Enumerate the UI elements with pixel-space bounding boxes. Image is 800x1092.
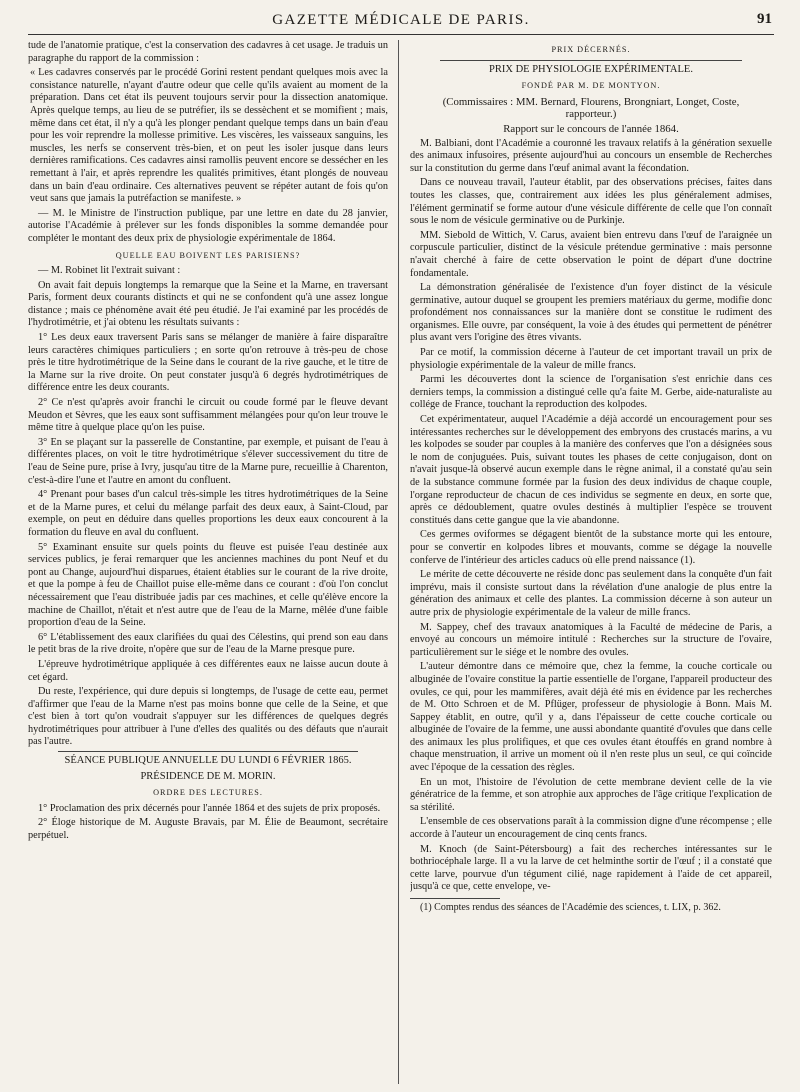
paragraph: — M. le Ministre de l'instruction publique, par une lettre en date du 28 janvier, autorise l'Académie à prélever sur les fonds disponibles la somme demandée pour compléter le montant des deux prix de physiologie expérimentale de 1864. [28, 207, 388, 244]
paragraph: 1° Les deux eaux traversent Paris sans se mélanger de manière à faire disparaître leurs caractères chimiques particuliers ; en sorte qu'on retrouve à très-peu de chose près le titre hydrotimétrique de la Seine dans le courant de la rive gauche, et le titre de la Marne sur la rive droite. On peut constater jusqu'à 6 degrés hydrotimétriques de différence entre les deux courants. [28, 332, 388, 394]
prix-heading: PRIX DÉCERNÉS. [551, 45, 631, 54]
paragraph: Ces germes oviformes se dégagent bientôt de la substance morte qui les entoure, pour se convertir en kolpodes libres et mouvants, comme se dégage la nouvelle conferve de l'intérieur des articles caducs où elle prend naissance (1). [410, 529, 772, 566]
paragraph: Du reste, l'expérience, qui dure depuis si longtemps, de l'usage de cette eau, permet d'affirmer que l'eau de la Marne n'est pas moins bonne que celle de la Seine, et que c'est bien à tort qu'on voudrait s'appuyer sur les différences de quelques degrés hydrotimétriques pour attribuer à l'une d'elles des qualités ou des défauts que n'aurait pas l'autre. [28, 686, 388, 748]
paragraph: Par ce motif, la commission décerne à l'auteur de cet important travail un prix de physiologie expérimentale de la valeur de mille francs. [410, 347, 772, 371]
paragraph: 4° Prenant pour bases d'un calcul très-simple les titres hydrotimétriques de la Seine et de la Marne pures, et celui du mélange parfait des deux eaux, à Saint-Cloud, par exemple, on peut en déduire dans quelles proportions les deux eaux concourent à la formation du fleuve en aval du confluent. [28, 489, 388, 538]
paragraph: 2° Ce n'est qu'après avoir franchi le circuit ou coude formé par le fleuve devant Meudon et Sèvres, que les eaux sont suffisamment mélangées pour qu'on leur trouve le même titre à quelque place qu'on les puise. [28, 397, 388, 434]
paragraph: Parmi les découvertes dont la science de l'organisation s'est enrichie dans ces derniers temps, la commission a distingué celle qu'a faite M. Gerbe, aide-naturaliste au collége de France, touchant la reproduction des kolpodes. [410, 374, 772, 411]
seance-heading: SÉANCE PUBLIQUE ANNUELLE DU LUNDI 6 FÉVRIER 1865. [64, 755, 352, 767]
fonde-line: FONDÉ PAR M. DE MONTYON. [521, 81, 661, 91]
paragraph: Le mérite de cette découverte ne réside donc pas seulement dans la conquête d'un fait imprévu, mais il consiste surtout dans la révélation d'une analogie de plus entre la génération des animaux et celle des plantes. La commission décerne à son auteur un autre prix de physiologie expérimentale de la valeur de mille francs. [410, 569, 772, 618]
right-column [410, 40, 772, 1086]
paragraph: M. Sappey, chef des travaux anatomiques à la Faculté de médecine de Paris, a envoyé au concours un mémoire intitulé : Recherches sur la structure de l'ovaire, particulièrement sur le siége et le nombre des ovules. [410, 621, 772, 658]
list-item: 1° Proclamation des prix décernés pour l'année 1864 et des sujets de prix proposés. [38, 802, 381, 814]
paragraph: 3° En se plaçant sur la passerelle de Constantine, par exemple, et puisant de l'eau à différentes places, on voit le titre hydrotimétrique s'élever successivement du titre de l'eau de Seine pure, prise à Ivry, jusqu'au titre de la Marne pure, recueillie à Charenton, c'est-à-dire l'une et l'autre en amont du confluent. [28, 436, 388, 486]
paragraph: tude de l'anatomie pratique, c'est la conservation des cadavres à cet usage. Je traduis un paragraphe du rapport de la commission : [28, 40, 388, 64]
quotation: « Les cadavres conservés par le procédé Gorini restent pendant quelques mois avec la consistance naturelle, n'ayant d'autre odeur que celle qu'ils avaient au moment de la préparation. Dans cet état ils peuvent toujours servir pour la dissection anatomique. Après quelque temps, au lieu de se putréfier, ils se dessèchent et se momifient ; mais, même dans cet état, il n'y a qu'à les plonger pendant quelque temps dans un bain d'eau pour les voir reprendre la mollesse primitive. Les viscères, les vaisseaux sanguins, les muscles, les nerfs se conservent très-bien, et on peut les isoler jusque dans leurs dernières ramifications. Ces cadavres ainsi ramollis peuvent encore se dessécher en les remettant à l'air, et après reprendre les qualités primitives, étant plongés de nouveau dans un bain d'eau ordinaire. Ces alternatives peuvent se répéter autant de fois qu'on veut sans que jamais la putréfaction se manifeste. » [30, 67, 388, 205]
divider [58, 751, 358, 752]
footnote: (1) Comptes rendus des séances de l'Académie des sciences, t. LIX, p. 362. [420, 902, 721, 913]
paragraph: L'auteur démontre dans ce mémoire que, chez la femme, la couche corticale ou albuginée de l'ovaire constitue la partie essentielle de l'organe, l'appareil producteur des ovules, ce qui, pour les mammifères, avait déjà été mis en évidence par les recherches de M. Otto Schroen et de M. Pflüger, professeur de physiologie à Bonn. Mais M. Sappey établit, en outre, qu'il y a, dans l'épaisseur de cette couche corticale ou albuginée de l'ovaire de la femme, une aussi abondante quantité d'ovules que dans celle des animaux les plus prolifiques, et que ces ovules étant étouffés en grand nombre à chaque menstruation, il arrive un moment où il n'en reste plus un seul, ce qui coïncide avec l'époque de la cessation des règles. [410, 661, 772, 774]
paragraph: Dans ce nouveau travail, l'auteur établit, par des observations précises, faites dans toutes les classes, que, contrairement aux idées les plus généralement admises, l'élément germinatif se forme autour d'une vésicule différente de celle que l'on connaît sous le nom de vésicule germinative ou de Purkinje. [410, 177, 772, 227]
section-heading: QUELLE EAU BOIVENT LES PARISIENS? [115, 250, 301, 260]
column-divider [398, 40, 399, 1084]
presidence-heading: PRÉSIDENCE DE M. MORIN. [140, 770, 276, 782]
paragraph: — M. Robinet lit l'extrait suivant : [38, 265, 181, 277]
prix-title: PRIX DE PHYSIOLOGIE EXPÉRIMENTALE. [489, 63, 693, 75]
paragraph: Cet expérimentateur, auquel l'Académie a déjà accordé un encouragement pour ses intéressantes recherches sur le développement des embryons des crustacés marins, a vu les kolpodes se souder par couples à la manière des conferves que l'on a désignées sous le nom de conjuguées. Puis, suivant toutes les phases de cette conjugaison, dont on n'avait jusque-là observé aucun exemple dans le règne animal, il a constaté qu'au sein de la substance commune formée par la fusion des deux individus de chaque couple, l'organe reproducteur de chacun de ces individus se segmente en deux, en sorte que, après ce dédoublement, quatre ovules destinés à multiplier l'espèce se trouvent constitués dans cette gangue que la vie abandonne. [410, 414, 772, 526]
commissaires: (Commissaires : MM. Bernard, Flourens, Brongniart, Longet, Coste, rapporteur.) [442, 95, 740, 121]
left-column [28, 40, 388, 1086]
paragraph: L'épreuve hydrotimétrique appliquée à ces différentes eaux ne laisse aucun doute à cet égard. [28, 658, 388, 683]
paragraph: M. Knoch (de Saint-Pétersbourg) a fait des recherches intéressantes sur le bothriocéphale large. Il a vu la larve de cet helminthe sortir de l'œuf ; il a constaté que cette larve, pourvue d'un tégument cilié, nage rapidement à l'aide de cet appareil, jusqu'à ce que, cette envelope, ve- [410, 843, 772, 893]
paragraph: On avait fait depuis longtemps la remarque que la Seine et la Marne, en traversant Paris, forment deux courants distincts et qui ne se confondent qu'à une assez longue distance ; mais ce phénomène avait été peu étudié. Je l'ai examiné par les procédés de l'hydrotimétrie, et j'ai obtenu les résultats suivants : [28, 279, 388, 329]
paragraph: 6° L'établissement des eaux clarifiées du quai des Célestins, qui prend son eau dans le petit bras de la rive droite, n'opère que sur de l'eau de la Marne presque pure. [28, 631, 388, 656]
paragraph: M. Balbiani, dont l'Académie a couronné les travaux relatifs à la génération sexuelle des animaux infusoires, présente aujourd'hui au concours un ensemble de Recherches sur la constitution du germe dans l'œuf animal avant la fécondation. [410, 137, 772, 174]
rapport-title: Rapport sur le concours de l'année 1864. [503, 122, 679, 135]
paragraph: L'ensemble de ces observations paraît à la commission digne d'une récompense ; elle accorde à l'auteur un encouragement de cinq cents francs. [410, 816, 772, 841]
paragraph: La démonstration généralisée de l'existence d'un foyer distinct de la vésicule germinative, autour duquel se groupent les premiers matériaux du germe, modifie donc profondément nos connaissances sur la manière dont se constitue le rudiment des organismes. Elle ouvre, par conséquent, la voie à des études qui permettent de pénétrer plus avant vers l'origine des êtres vivants. [410, 282, 772, 344]
paragraph: MM. Siebold de Wittich, V. Carus, avaient bien entrevu dans l'œuf de l'araignée un corpuscule particulier, distinct de la vésicule prétendue germinative : mais personne n'avait cherché à faire de cette observation le point de départ d'une doctrine fondamentale. [410, 229, 772, 279]
paragraph: En un mot, l'histoire de l'évolution de cette membrane devient celle de la vie génératrice de la femme, et son atrophie aux approches de l'âge critique l'explication de sa stérilité. [410, 776, 772, 813]
page-header [28, 8, 774, 35]
list-item: 2° Éloge historique de M. Auguste Bravais, par M. Élie de Beaumont, secrétaire perpétuel. [28, 817, 388, 842]
page-number: 91 [757, 11, 772, 27]
journal-title: GAZETTE MÉDICALE DE PARIS. [272, 12, 530, 28]
footnote-rule [410, 898, 500, 899]
divider [440, 60, 742, 61]
ordre-heading: ORDRE DES LECTURES. [153, 788, 263, 798]
paragraph: 5° Examinant ensuite sur quels points du fleuve est puisée l'eau destinée aux services publics, je ferai remarquer que les anciennes machines du pont Neuf et du pont au Change, aujourd'hui disparues, étaient établies sur le courant de la rive droite, et que la pompe à feu de Chaillot puise elle-même dans ce courant : d'où l'on conclut nécessairement que l'eau distribuée jadis par ces machines, et celle qu'élève encore la machine de Chaillot, n'était et n'est autre que de l'eau de la Marne, mêlée d'une faible proportion d'eau de la Seine. [28, 541, 388, 629]
